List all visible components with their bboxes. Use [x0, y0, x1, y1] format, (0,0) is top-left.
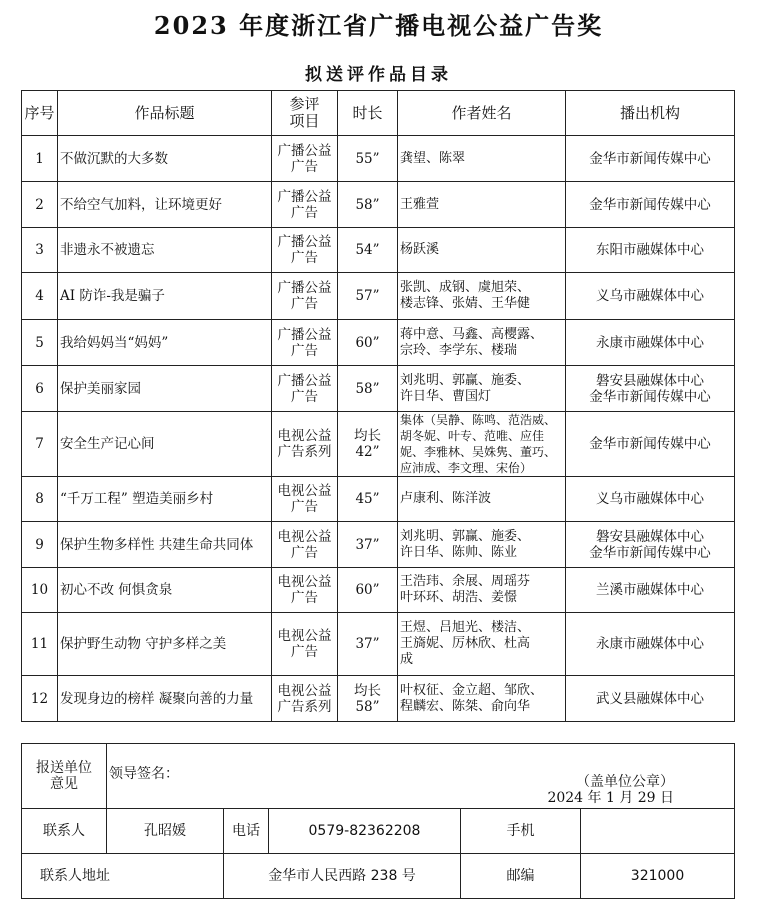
cell-duration: 55”: [338, 136, 398, 182]
category-line2: 广告: [291, 590, 318, 606]
table-row: [22, 676, 735, 722]
cell-index: 8: [22, 477, 58, 522]
author-line: 宗玲、李学东、楼瑞: [400, 342, 518, 358]
contact-label: 联系人: [22, 809, 107, 854]
broadcaster-line: 义乌市融媒体中心: [596, 491, 704, 507]
cell-authors: [398, 320, 566, 366]
category-line1: 电视公益: [277, 528, 332, 545]
author-line: 叶权征、金立超、邹欣、: [400, 682, 544, 698]
cell-work-title: 不给空气加料，让环境更好: [58, 182, 272, 228]
broadcaster-line: 磐安县融媒体中心: [596, 372, 704, 389]
cell-category: [272, 228, 338, 273]
postcode-label: 邮编: [461, 854, 581, 899]
category-line2: 广告: [291, 342, 318, 359]
cell-duration: 37”: [338, 613, 398, 676]
cell-broadcaster: [566, 366, 735, 412]
category-line1: 电视公益: [277, 628, 332, 644]
cell-index: 6: [22, 366, 58, 412]
table-row: [22, 182, 735, 228]
table-body: [22, 136, 735, 722]
opinion-row: [22, 744, 735, 809]
cell-broadcaster: [566, 568, 735, 613]
cell-category: [272, 568, 338, 613]
broadcaster-line: 义乌市融媒体中心: [596, 288, 704, 304]
table-row: [22, 228, 735, 273]
cell-work-title: 不做沉默的大多数: [58, 136, 272, 182]
cell-authors: [398, 182, 566, 228]
cell-broadcaster: [566, 320, 735, 366]
cell-duration: 37”: [338, 522, 398, 568]
table-row: [22, 568, 735, 613]
cell-authors: [398, 477, 566, 522]
cell-work-title: 非遗永不被遗忘: [58, 228, 272, 273]
broadcaster-line: 磐安县融媒体中心: [596, 528, 704, 545]
header-category-line2: 项目: [289, 112, 320, 130]
author-line: 王浩玮、余展、周瑶芬: [400, 574, 531, 589]
cell-work-title: 安全生产记心间: [58, 412, 272, 477]
category-line2: 广告系列: [277, 444, 332, 460]
broadcaster-line: 东阳市融媒体中心: [596, 242, 704, 258]
cell-authors: [398, 568, 566, 613]
document-subtitle: 拟送评作品目录: [305, 65, 452, 85]
unit-opinion-line1: 报送单位: [36, 760, 92, 776]
table-row: [22, 477, 735, 522]
address-label: [22, 854, 224, 899]
cell-broadcaster: [566, 273, 735, 320]
cell-authors: [398, 228, 566, 273]
cell-broadcaster: [566, 676, 735, 722]
address-label-text: 联系人地址: [40, 868, 110, 884]
cell-category: [272, 522, 338, 568]
cell-category: [272, 412, 338, 477]
category-line1: 广播公益: [277, 142, 332, 159]
cell-index: 5: [22, 320, 58, 366]
cell-authors: [398, 273, 566, 320]
cell-broadcaster: [566, 522, 735, 568]
cell-authors: [398, 412, 566, 477]
category-line1: 广播公益: [277, 326, 332, 343]
category-line1: 电视公益: [277, 574, 332, 590]
header-index: 序号: [22, 91, 58, 136]
cell-work-title: 保护美丽家园: [58, 366, 272, 412]
cell-authors: [398, 522, 566, 568]
author-line: 刘兆明、郭赢、施委、: [400, 372, 531, 388]
category-line2: 广告: [291, 296, 318, 312]
header-authors: 作者姓名: [398, 91, 566, 136]
cell-index: 11: [22, 613, 58, 676]
works-table: [21, 90, 735, 722]
broadcaster-line: 金华市新闻传媒中心: [589, 150, 711, 167]
header-category: [272, 91, 338, 136]
header-duration: 时长: [338, 91, 398, 136]
category-line1: 广播公益: [277, 234, 332, 250]
cell-index: 7: [22, 412, 58, 477]
table-row: [22, 273, 735, 320]
contact-row: [22, 809, 735, 854]
category-line2: 广告: [291, 499, 318, 515]
cell-broadcaster: [566, 228, 735, 273]
author-line: 王旖妮、厉林欣、杜高: [400, 636, 531, 651]
cell-category: [272, 366, 338, 412]
author-line: 妮、李雅林、吴姝隽、董巧、: [400, 445, 557, 459]
cell-work-title: 保护野生动物 守护多样之美: [58, 613, 272, 676]
category-line1: 电视公益: [277, 428, 332, 444]
author-line: 龚望、陈翠: [400, 150, 466, 166]
broadcaster-line: 永康市融媒体中心: [596, 636, 704, 652]
cell-category: [272, 613, 338, 676]
cell-work-title: “千万工程” 塑造美丽乡村: [58, 477, 272, 522]
author-line: 集体（吴静、陈鸣、范浩威、: [400, 413, 557, 427]
cell-index: 12: [22, 676, 58, 722]
footer-table: [21, 743, 735, 899]
cell-duration: 均长 58”: [338, 676, 398, 722]
unit-opinion-line2: 意见: [50, 776, 78, 792]
cell-category: [272, 676, 338, 722]
category-line1: 广播公益: [277, 188, 332, 205]
table-row: [22, 613, 735, 676]
table-row: [22, 136, 735, 182]
seal-cell: [224, 744, 735, 809]
phone-label: 电话: [224, 809, 269, 854]
category-line2: 广告: [291, 158, 318, 175]
category-line2: 广告: [291, 204, 318, 221]
header-work-title: 作品标题: [58, 91, 272, 136]
broadcaster-line: 金华市新闻传媒中心: [589, 436, 711, 452]
category-line1: 广播公益: [277, 280, 332, 296]
contact-name: 孔昭媛: [107, 809, 224, 854]
cell-duration: 58”: [338, 182, 398, 228]
broadcaster-line: 永康市融媒体中心: [596, 334, 704, 351]
address-value: 金华市人民西路 238 号: [224, 854, 461, 899]
phone-value: 0579-82362208: [269, 809, 461, 854]
cell-category: [272, 182, 338, 228]
cell-duration: 57”: [338, 273, 398, 320]
cell-index: 2: [22, 182, 58, 228]
author-line: 许日华、曹国灯: [400, 388, 492, 404]
cell-broadcaster: [566, 477, 735, 522]
cell-duration: 均长 42”: [338, 412, 398, 477]
category-line2: 广告: [291, 544, 318, 561]
mobile-value: [581, 809, 735, 854]
author-line: 楼志锋、张婧、王华健: [400, 296, 531, 311]
header-broadcaster: 播出机构: [566, 91, 735, 136]
cell-duration: 60”: [338, 320, 398, 366]
cell-duration: 54”: [338, 228, 398, 273]
unit-opinion-label: [22, 744, 107, 809]
table-row: [22, 412, 735, 477]
cell-authors: [398, 676, 566, 722]
leader-signature-label: 领导签名：: [109, 766, 179, 782]
author-line: 杨跃溪: [400, 242, 440, 257]
cell-authors: [398, 613, 566, 676]
mobile-label: 手机: [461, 809, 581, 854]
category-line1: 广播公益: [277, 372, 332, 389]
cell-authors: [398, 136, 566, 182]
broadcaster-line: 金华市新闻传媒中心: [589, 388, 711, 405]
cell-duration: 45”: [338, 477, 398, 522]
header-category-line1: 参评: [289, 95, 320, 113]
cell-category: [272, 477, 338, 522]
table-row: [22, 320, 735, 366]
broadcaster-line: 武义县融媒体中心: [596, 690, 704, 707]
cell-work-title: 我给妈妈当“妈妈”: [58, 320, 272, 366]
cell-category: [272, 136, 338, 182]
sign-date: 2024 年 1 月 29 日: [547, 790, 675, 806]
author-line: 应沛成、李文理、宋佁）: [400, 461, 533, 475]
category-line2: 广告系列: [277, 698, 332, 715]
cell-index: 10: [22, 568, 58, 613]
broadcaster-line: 兰溪市融媒体中心: [596, 582, 704, 598]
cell-broadcaster: [566, 613, 735, 676]
cell-duration: 60”: [338, 568, 398, 613]
cell-index: 4: [22, 273, 58, 320]
category-line1: 电视公益: [277, 682, 332, 699]
cell-work-title: AI 防诈-我是骗子: [58, 273, 272, 320]
document-title: 2023 年度浙江省广播电视公益广告奖: [153, 11, 604, 40]
author-line: 张凯、成钢、虞旭荣、: [400, 280, 531, 295]
category-line2: 广告: [291, 388, 318, 405]
author-line: 成: [400, 652, 414, 667]
cell-broadcaster: [566, 136, 735, 182]
author-line: 许日华、陈帅、陈业: [400, 544, 518, 560]
cell-index: 1: [22, 136, 58, 182]
postcode-value: 321000: [581, 854, 735, 899]
broadcaster-line: 金华市新闻传媒中心: [589, 544, 711, 561]
table-row: [22, 366, 735, 412]
category-line2: 广告: [291, 250, 318, 266]
leader-signature-cell: [107, 744, 224, 809]
cell-category: [272, 320, 338, 366]
author-line: 王煜、吕旭光、楼洁、: [400, 620, 531, 635]
cell-work-title: 发现身边的榜样 凝聚向善的力量: [58, 676, 272, 722]
table-header-row: [22, 91, 735, 136]
author-line: 蒋中意、马鑫、高樱露、: [400, 326, 544, 342]
cell-broadcaster: [566, 182, 735, 228]
author-line: 程麟宏、陈桀、俞向华: [400, 698, 531, 714]
broadcaster-line: 金华市新闻传媒中心: [589, 196, 711, 213]
author-line: 卢康利、陈洋波: [400, 491, 492, 506]
cell-index: 3: [22, 228, 58, 273]
category-line1: 电视公益: [277, 483, 332, 499]
cell-work-title: 保护生物多样性 共建生命共同体: [58, 522, 272, 568]
seal-text: （盖单位公章）: [576, 774, 675, 790]
cell-category: [272, 273, 338, 320]
address-row: [22, 854, 735, 899]
author-line: 王雅萱: [400, 196, 440, 212]
cell-broadcaster: [566, 412, 735, 477]
category-line2: 广告: [291, 644, 318, 660]
author-line: 胡冬妮、叶专、范唯、应佳: [400, 429, 545, 443]
cell-duration: 58”: [338, 366, 398, 412]
author-line: 刘兆明、郭赢、施委、: [400, 528, 531, 544]
cell-authors: [398, 366, 566, 412]
author-line: 叶环环、胡浩、姜憬: [400, 590, 518, 605]
cell-index: 9: [22, 522, 58, 568]
table-row: [22, 522, 735, 568]
cell-work-title: 初心不改 何惧贪泉: [58, 568, 272, 613]
